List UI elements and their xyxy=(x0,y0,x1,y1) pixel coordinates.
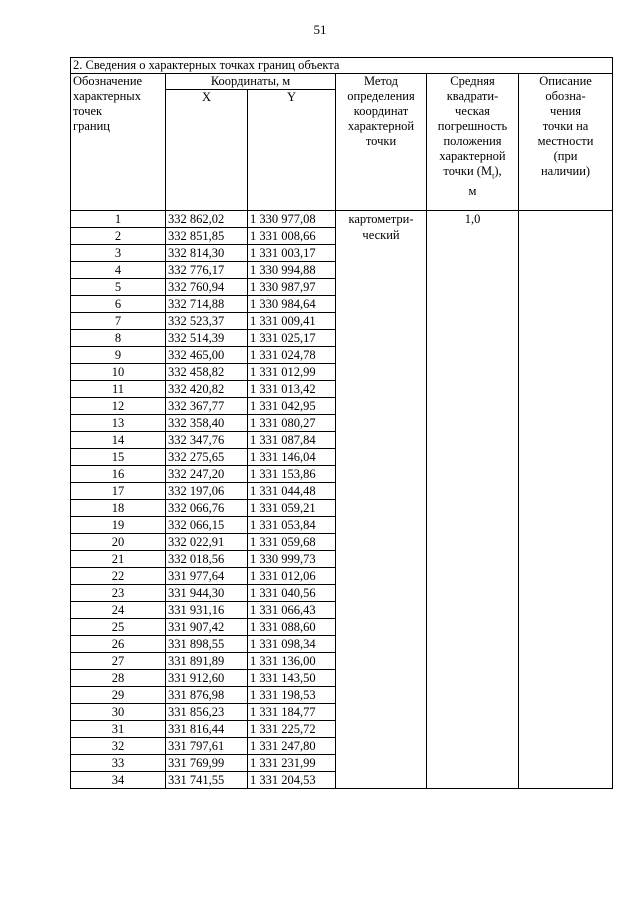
point-number: 22 xyxy=(71,568,166,585)
point-number: 20 xyxy=(71,534,166,551)
coordinate-x: 332 776,17 xyxy=(166,262,248,279)
point-number: 6 xyxy=(71,296,166,313)
coordinate-y: 1 331 042,95 xyxy=(248,398,336,415)
coordinate-x: 332 022,91 xyxy=(166,534,248,551)
coordinate-y: 1 331 024,78 xyxy=(248,347,336,364)
coordinate-y: 1 331 225,72 xyxy=(248,721,336,738)
coordinate-x: 332 851,85 xyxy=(166,228,248,245)
coordinate-y: 1 331 143,50 xyxy=(248,670,336,687)
point-number: 17 xyxy=(71,483,166,500)
coordinate-y: 1 331 204,53 xyxy=(248,772,336,789)
coordinate-x: 331 907,42 xyxy=(166,619,248,636)
point-number: 1 xyxy=(71,211,166,228)
coordinate-y: 1 331 198,53 xyxy=(248,687,336,704)
point-number: 28 xyxy=(71,670,166,687)
point-number: 16 xyxy=(71,466,166,483)
point-number: 19 xyxy=(71,517,166,534)
coordinate-x: 332 247,20 xyxy=(166,466,248,483)
accuracy-value: 1,0 xyxy=(427,211,519,789)
point-number: 4 xyxy=(71,262,166,279)
coordinate-x: 331 977,64 xyxy=(166,568,248,585)
point-number: 13 xyxy=(71,415,166,432)
point-number: 9 xyxy=(71,347,166,364)
point-number: 14 xyxy=(71,432,166,449)
point-number: 23 xyxy=(71,585,166,602)
point-number: 15 xyxy=(71,449,166,466)
coordinate-x: 332 465,00 xyxy=(166,347,248,364)
point-number: 2 xyxy=(71,228,166,245)
point-number: 34 xyxy=(71,772,166,789)
point-number: 31 xyxy=(71,721,166,738)
coordinate-x: 331 891,89 xyxy=(166,653,248,670)
coordinate-x: 331 797,61 xyxy=(166,738,248,755)
header-coordinates: Координаты, м xyxy=(166,74,336,90)
point-number: 8 xyxy=(71,330,166,347)
coordinate-x: 331 741,55 xyxy=(166,772,248,789)
coordinate-x: 332 358,40 xyxy=(166,415,248,432)
header-x: X xyxy=(166,90,248,211)
point-number: 7 xyxy=(71,313,166,330)
description-value xyxy=(519,211,613,789)
point-number: 21 xyxy=(71,551,166,568)
point-number: 12 xyxy=(71,398,166,415)
header-method: Метод определения координат характерной точки xyxy=(336,74,427,211)
coordinate-y: 1 331 009,41 xyxy=(248,313,336,330)
point-number: 10 xyxy=(71,364,166,381)
coordinate-x: 332 066,15 xyxy=(166,517,248,534)
point-number: 24 xyxy=(71,602,166,619)
coordinate-y: 1 331 146,04 xyxy=(248,449,336,466)
coordinate-y: 1 330 999,73 xyxy=(248,551,336,568)
coordinate-y: 1 330 984,64 xyxy=(248,296,336,313)
coordinate-x: 332 367,77 xyxy=(166,398,248,415)
header-y: Y xyxy=(248,90,336,211)
coordinate-x: 332 523,37 xyxy=(166,313,248,330)
table-title: 2. Сведения о характерных точках границ объекта xyxy=(71,58,613,74)
coordinate-x: 332 514,39 xyxy=(166,330,248,347)
coordinate-x: 332 760,94 xyxy=(166,279,248,296)
point-number: 11 xyxy=(71,381,166,398)
coordinate-x: 332 458,82 xyxy=(166,364,248,381)
coordinate-y: 1 331 040,56 xyxy=(248,585,336,602)
coordinate-y: 1 330 977,08 xyxy=(248,211,336,228)
point-number: 26 xyxy=(71,636,166,653)
point-number: 5 xyxy=(71,279,166,296)
coordinate-x: 332 862,02 xyxy=(166,211,248,228)
coordinate-x: 332 066,76 xyxy=(166,500,248,517)
coordinate-y: 1 331 025,17 xyxy=(248,330,336,347)
coordinate-y: 1 331 231,99 xyxy=(248,755,336,772)
coordinate-x: 332 347,76 xyxy=(166,432,248,449)
coordinate-y: 1 331 059,68 xyxy=(248,534,336,551)
coordinate-y: 1 331 080,27 xyxy=(248,415,336,432)
point-number: 33 xyxy=(71,755,166,772)
coordinate-y: 1 331 088,60 xyxy=(248,619,336,636)
coordinate-y: 1 331 044,48 xyxy=(248,483,336,500)
point-number: 3 xyxy=(71,245,166,262)
coordinate-y: 1 331 053,84 xyxy=(248,517,336,534)
point-number: 30 xyxy=(71,704,166,721)
coordinate-x: 331 898,55 xyxy=(166,636,248,653)
page-number: 51 xyxy=(313,22,327,37)
point-number: 27 xyxy=(71,653,166,670)
coordinate-x: 331 816,44 xyxy=(166,721,248,738)
coordinate-x: 332 814,30 xyxy=(166,245,248,262)
coordinate-y: 1 331 012,99 xyxy=(248,364,336,381)
point-number: 18 xyxy=(71,500,166,517)
coordinate-x: 331 769,99 xyxy=(166,755,248,772)
coordinate-x: 332 420,82 xyxy=(166,381,248,398)
coordinate-x: 332 197,06 xyxy=(166,483,248,500)
coordinate-x: 331 912,60 xyxy=(166,670,248,687)
header-designation: Обозначение характерных точек границ xyxy=(71,74,166,211)
coordinate-y: 1 331 184,77 xyxy=(248,704,336,721)
coordinate-x: 331 944,30 xyxy=(166,585,248,602)
coordinate-y: 1 331 059,21 xyxy=(248,500,336,517)
point-number: 25 xyxy=(71,619,166,636)
point-number: 29 xyxy=(71,687,166,704)
table-row xyxy=(71,211,613,228)
coordinate-y: 1 331 153,86 xyxy=(248,466,336,483)
coordinate-y: 1 330 994,88 xyxy=(248,262,336,279)
coordinate-x: 331 856,23 xyxy=(166,704,248,721)
header-description: Описание обозна- чения точки на местности (при наличии) xyxy=(519,74,613,211)
coordinate-y: 1 330 987,97 xyxy=(248,279,336,296)
coordinate-y: 1 331 003,17 xyxy=(248,245,336,262)
coordinate-y: 1 331 008,66 xyxy=(248,228,336,245)
method-value: картометри- ческий xyxy=(336,211,427,789)
coordinate-x: 332 018,56 xyxy=(166,551,248,568)
coordinate-x: 332 714,88 xyxy=(166,296,248,313)
coordinate-y: 1 331 066,43 xyxy=(248,602,336,619)
coordinate-y: 1 331 247,80 xyxy=(248,738,336,755)
coordinate-y: 1 331 136,00 xyxy=(248,653,336,670)
coordinate-y: 1 331 098,34 xyxy=(248,636,336,653)
coordinate-x: 332 275,65 xyxy=(166,449,248,466)
coordinate-x: 331 876,98 xyxy=(166,687,248,704)
coordinate-x: 331 931,16 xyxy=(166,602,248,619)
boundary-points-table xyxy=(70,57,613,789)
point-number: 32 xyxy=(71,738,166,755)
coordinate-y: 1 331 012,06 xyxy=(248,568,336,585)
coordinate-y: 1 331 013,42 xyxy=(248,381,336,398)
coordinate-y: 1 331 087,84 xyxy=(248,432,336,449)
header-accuracy: Средняя квадрати- ческая погрешность положения характерной точки $(M_t)$, м xyxy=(427,74,519,211)
